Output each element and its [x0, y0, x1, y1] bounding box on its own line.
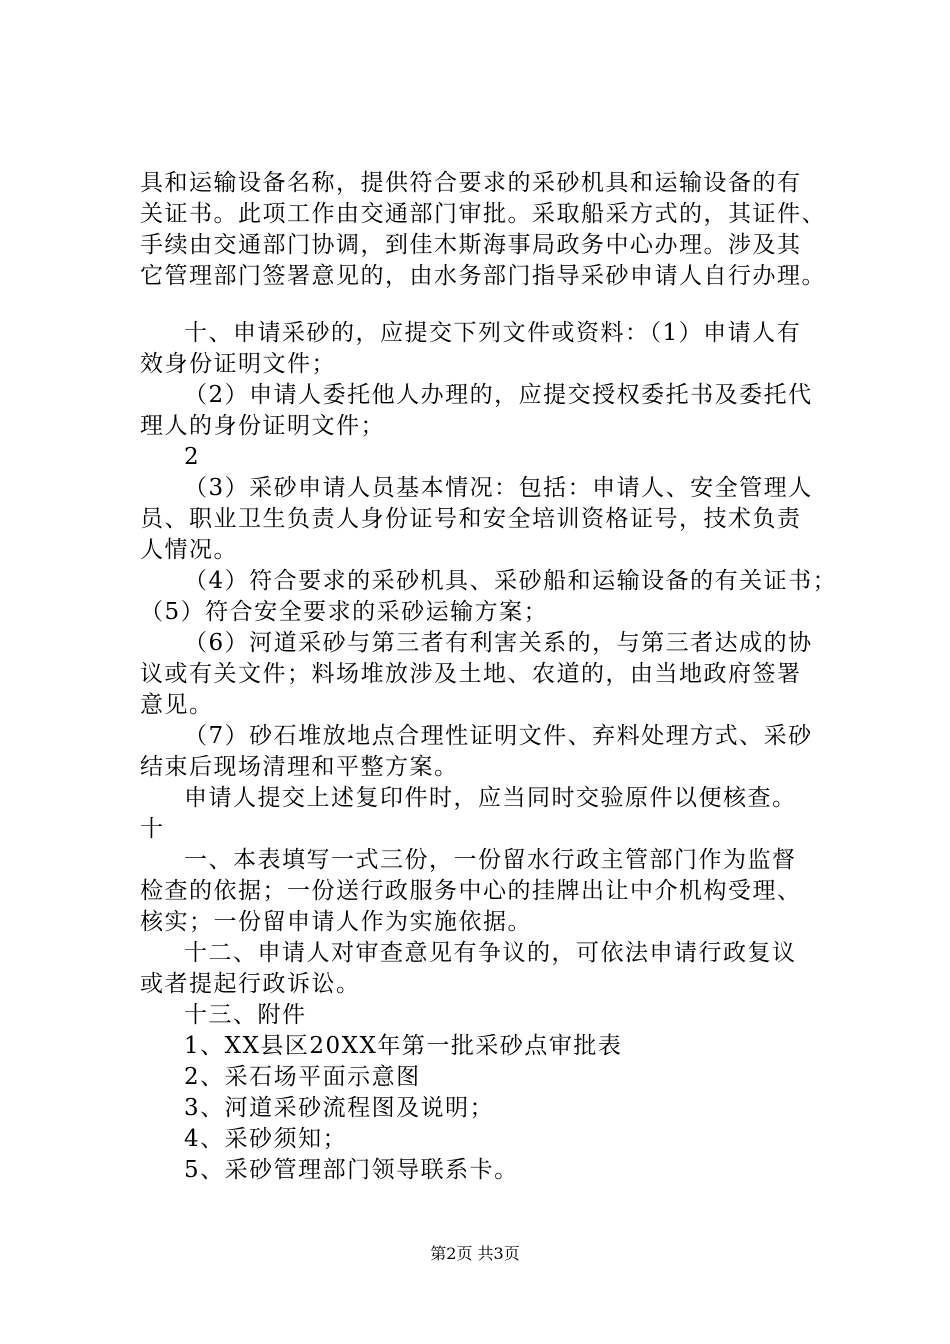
- body-line: 议或有关文件；料场堆放涉及土地、农道的，由当地政府签署: [140, 661, 802, 687]
- attachment-item: 4、采砂须知；: [184, 1126, 348, 1152]
- body-line: 理人的身份证明文件；: [140, 413, 385, 439]
- body-line: 一、本表填写一式三份，一份留水行政主管部门作为监督: [184, 847, 797, 873]
- attachment-item: 3、河道采砂流程图及说明；: [184, 1095, 495, 1121]
- attachment-item: 5、采砂管理部门领导联系卡。: [184, 1157, 519, 1183]
- page-indicator: 第2页 共3页: [430, 1244, 520, 1263]
- body-line: （2）申请人委托他人办理的，应提交授权委托书及委托代: [184, 382, 813, 408]
- body-line: （7）砂石堆放地点合理性证明文件、弃料处理方式、采砂: [184, 723, 813, 749]
- body-line: （3）采砂申请人员基本情况：包括：申请人、安全管理人: [184, 475, 813, 501]
- body-line: 核实；一份留申请人作为实施依据。: [140, 909, 532, 935]
- body-line: 意见。: [140, 692, 214, 718]
- body-line: 员、职业卫生负责人身份证号和安全培训资格证号，技术负责: [140, 506, 802, 532]
- attachment-item: 1、XX县区20XX年第一批采砂点审批表: [184, 1033, 623, 1059]
- page-footer: [0, 1244, 950, 1264]
- section-heading: 十三、附件: [184, 1002, 307, 1028]
- body-line: 十二、申请人对审查意见有争议的，可依法申请行政复议: [184, 940, 797, 966]
- body-line: 或者提起行政诉讼。: [140, 971, 361, 997]
- body-line: 十、申请采砂的，应提交下列文件或资料：（1）申请人有: [184, 320, 802, 346]
- body-line: 检查的依据；一份送行政服务中心的挂牌出让中介机构受理、: [140, 878, 802, 904]
- document-body: [140, 168, 852, 1186]
- body-line: 手续由交通部门协调，到佳木斯海事局政务中心办理。涉及其: [140, 232, 802, 258]
- body-line: （6）河道采砂与第三者有利害关系的，与第三者达成的协: [184, 630, 813, 656]
- body-line: 人情况。: [140, 537, 238, 563]
- body-line: （5）符合安全要求的采砂运输方案；: [140, 599, 549, 625]
- body-line: （4）符合要求的采砂机具、采砂船和运输设备的有关证书；: [184, 568, 838, 594]
- body-line: 结束后现场清理和平整方案。: [140, 754, 459, 780]
- body-line: 它管理部门签署意见的，由水务部门指导采砂申请人自行办理。: [140, 263, 826, 289]
- body-line: 关证书。此项工作由交通部门审批。采取船采方式的，其证件、: [140, 201, 826, 227]
- body-line: 效身份证明文件；: [140, 351, 336, 377]
- body-line: 十: [140, 816, 165, 842]
- page-number-inline: 2: [184, 444, 201, 470]
- body-line: 申请人提交上述复印件时，应当同时交验原件以便核查。: [184, 785, 797, 811]
- attachment-item: 2、采石场平面示意图: [184, 1064, 421, 1090]
- body-line: 具和运输设备名称，提供符合要求的采砂机具和运输设备的有: [140, 170, 802, 196]
